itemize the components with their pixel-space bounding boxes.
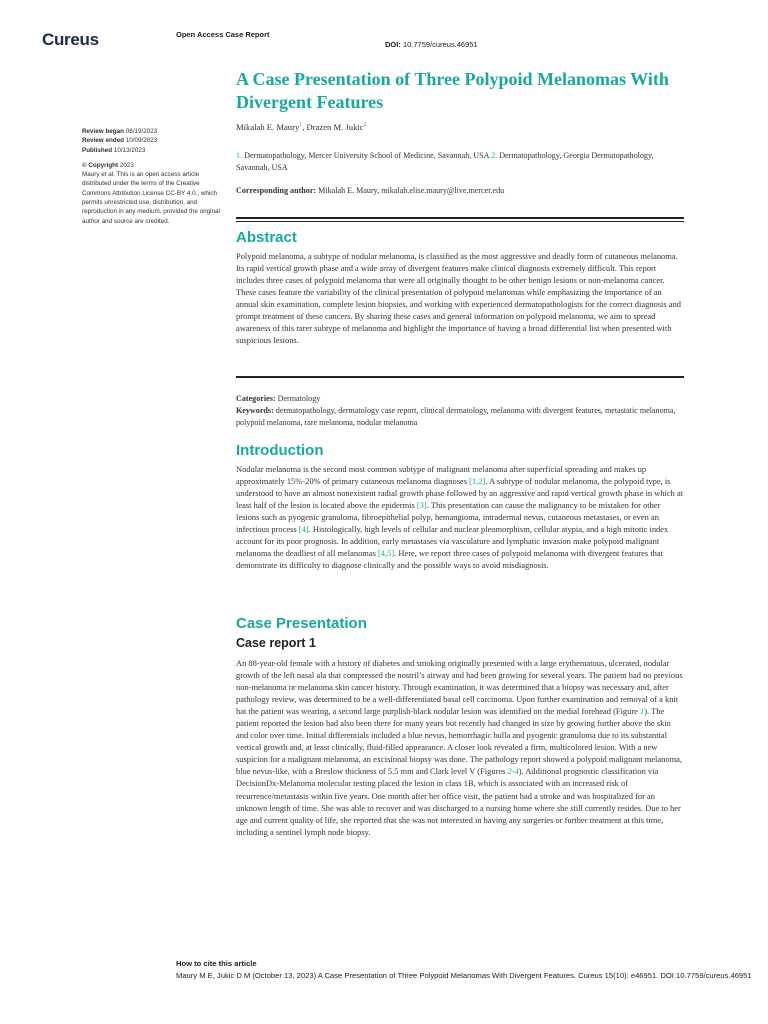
categories-label: Categories: xyxy=(236,394,276,403)
divider xyxy=(236,217,684,222)
author-1[interactable]: Mikalah E. Maury xyxy=(236,122,300,132)
corresponding-label: Corresponding author: xyxy=(236,186,317,195)
author-list xyxy=(236,122,367,132)
case-report-1-heading-wrap xyxy=(236,636,316,650)
author-separator: , xyxy=(302,122,307,132)
introduction-heading: Introduction xyxy=(236,442,324,459)
categories-value[interactable]: Dermatology xyxy=(277,394,321,403)
published-label: Published xyxy=(82,146,113,154)
affiliation-1: Dermatopathology, Mercer University School of Medicine, Savannah, USA xyxy=(244,151,490,160)
corresponding-value[interactable]: Mikalah E. Maury, mikalah.elise.maury@live.mercer.edu xyxy=(318,186,505,195)
keywords-value[interactable]: dermatopathology, dermatology case report, clinical dermatology, melanoma with divergent features, metastatic melanoma, polypoid melanoma, rare melanoma, nodular melanoma xyxy=(236,406,676,427)
sidebar-metadata xyxy=(82,127,222,226)
introduction-heading-wrap xyxy=(236,442,323,459)
corresponding-author xyxy=(236,186,676,195)
review-began-label: Review began xyxy=(82,128,124,135)
case-report-1-heading: Case report 1 xyxy=(236,636,316,650)
citation-text: Maury M E, Jukic D M (October 13, 2023) A Case Presentation of Three Polypoid Melanomas With Divergent Features. Cureus 15(10): e46951. DOI 10.7759/cureus.46951 xyxy=(176,970,752,980)
case-text-part: ). The patient reported the lesion had also been there for many years but recently had changed in size by growing further above the skin and color over time. Initial differentials included a blue nevus, hemorrhagic bulla and pyogenic granuloma due to its substantial vertical growth and, at least clinically, fluid-filled appearance. A closer look revealed a firm, multicolored lesion. With a new suspicion for a malignant melanoma, an excisional biopsy was done. The pathology report showed a polypoid malignant melanoma, blue nevus-like, with a Breslow thickness of 5.5 mm and Clark level V (Figures xyxy=(236,706,682,777)
intro-text-part: . A subtype of nodular melanoma, the polypoid type, is understood to have an almost nonexistent radial growth phase followed by an aggressive and rapid vertical growth phase in which at least half of the lesion is located above the epidermis xyxy=(236,476,684,511)
author-1-affil[interactable]: 1 xyxy=(299,122,303,129)
copyright xyxy=(82,161,222,170)
review-ended xyxy=(82,136,222,145)
abstract-text: Polypoid melanoma, a subtype of nodular melanoma, is classified as the most aggressive and deadly form of cutaneous melanoma. Its rapid vertical growth phase and a wide array of divergent features make clinical diagnosis extremely difficult. This report includes three cases of polypoid melanoma that were all originally thought to be other benign lesions or non-melanoma cancer. These cases feature the variability of the clinical presentation of polypoid melanomas while emphasizing the importance of an annual skin examination, complete lesion biopsies, and working with experienced dermatopathologists for the correct diagnosis and prompt treatment of these cancers. By sharing these cases and general information on polypoid melanoma, we aim to spread awareness of this rarer subtype of melanoma and highlight the importance of having a broad differential list when presented with suspicious lesions. xyxy=(236,251,681,346)
introduction-text xyxy=(236,463,684,571)
copyright-label: © Copyright xyxy=(82,161,119,169)
keywords-label: Keywords: xyxy=(236,406,274,415)
license-text: Maury et al. This is an open access article distributed under the terms of the Creative Commons Attribution License CC-BY 4.0., which permits unrestricted use, distribution, and reproduction in any medium, provided the original author and source are credited. xyxy=(82,171,220,225)
review-ended-label: Review ended xyxy=(82,137,124,145)
published-date: 10/13/2023 xyxy=(113,146,146,154)
citation-footer xyxy=(176,958,756,981)
affiliations xyxy=(236,150,676,174)
intro-text-part: . Here, we report three cases of polypoid melanoma with divergent features that demonstrate its difficulty to diagnose clinically and the possible ways to avoid misdiagnosis. xyxy=(236,548,663,571)
review-began-date: 08/19/2023 xyxy=(125,128,158,135)
abstract-heading: Abstract xyxy=(236,229,297,246)
figure-link[interactable]: 1 xyxy=(640,706,645,717)
case-text-part: ). Additional prognostic classification via DecisionDx-Melanoma molecular testing placed the lesion in class 1B, which is associated with an increased risk of recurrence/metastasis within five years. One month after her office visit, the patient had a stroke and was hospitalized for an unknown length of time. She was able to recover and was discharged to a nursing home where she still currently resides. Due to her age and current quality of life, she reported that she was not interested in having any surgeries or further treatment at this time, including a sentinel lymph node biopsy. xyxy=(236,766,681,837)
doi-label: DOI: xyxy=(385,40,401,49)
affiliation-2: Dermatopathology, Georgia Dermatopathology, Savannah, USA xyxy=(236,151,654,172)
author-2-affil[interactable]: 2 xyxy=(363,122,367,129)
affiliation-1-number: 1. xyxy=(236,151,243,160)
review-ended-date: 10/09/2023 xyxy=(125,137,158,145)
case-presentation-heading-wrap xyxy=(236,615,367,632)
doi-value[interactable]: 10.7759/cureus.46951 xyxy=(402,40,478,49)
reference-link[interactable]: [3] xyxy=(416,500,427,511)
divider xyxy=(236,376,684,378)
citation-label: How to cite this article xyxy=(176,959,257,968)
intro-text-part: . This presentation can cause the malignancy to be mistaken for other lesions such as pyogenic granuloma, fibroepithelial polyp, hemangioma, intradermal nevus, cutaneous metastases, or even an infectious process xyxy=(236,500,661,535)
article-title: A Case Presentation of Three Polypoid Melanomas With Divergent Features xyxy=(236,69,669,112)
review-began xyxy=(82,127,222,136)
categories-keywords xyxy=(236,393,684,429)
reference-link[interactable]: [4] xyxy=(298,524,309,535)
published xyxy=(82,146,222,155)
copyright-year: 2023 xyxy=(119,161,134,169)
abstract-heading-wrap xyxy=(236,229,297,246)
document-type: Open Access Case Report xyxy=(176,30,270,39)
doi[interactable] xyxy=(385,40,478,49)
case-report-1-text xyxy=(236,657,684,838)
cureus-logo[interactable]: Cureus xyxy=(42,30,99,49)
keywords xyxy=(236,405,684,429)
affiliation-2-number: 2. xyxy=(491,151,498,160)
reference-link[interactable]: [1,2] xyxy=(469,476,486,487)
intro-text-part: Nodular melanoma is the second most common subtype of malignant melanoma after superficial spreading and makes up approximately 15%-20% of primary cutaneous melanoma diagnoses xyxy=(236,464,647,487)
intro-text-part: . Histologically, high levels of cellular and nuclear pleomorphism, cellular atypia, and a high mitotic index account for its poor prognosis. In addition, early metastases via vasculature and lymphatic invasion make polypoid malignant melanoma the deadliest of all melanomas xyxy=(236,524,669,559)
reference-link[interactable]: [4,5] xyxy=(377,548,395,559)
case-presentation-heading: Case Presentation xyxy=(236,615,367,632)
author-2[interactable]: Drazen M. Jukic xyxy=(306,122,364,132)
case-text-part: An 88-year-old female with a history of diabetes and smoking originally presented with a large erythematous, ulcerated, nodular growth of the left nasal ala that compressed the nostril’s airway and had been growing for several years. The patient had no previous non-melanoma or melanoma skin cancer history. Through examination, it was determined that a biopsy was necessary and, after pathology review, was determined to be a well-differentiated basal cell carcinoma. Upon further examination and removal of a knit hat the patient was wearing, a second large purplish-black nodular lesion was identified on the medial forehead (Figure xyxy=(236,658,683,717)
figure-link[interactable]: 2-4 xyxy=(507,766,519,777)
categories xyxy=(236,393,684,405)
citation-label-wrap xyxy=(176,958,756,970)
